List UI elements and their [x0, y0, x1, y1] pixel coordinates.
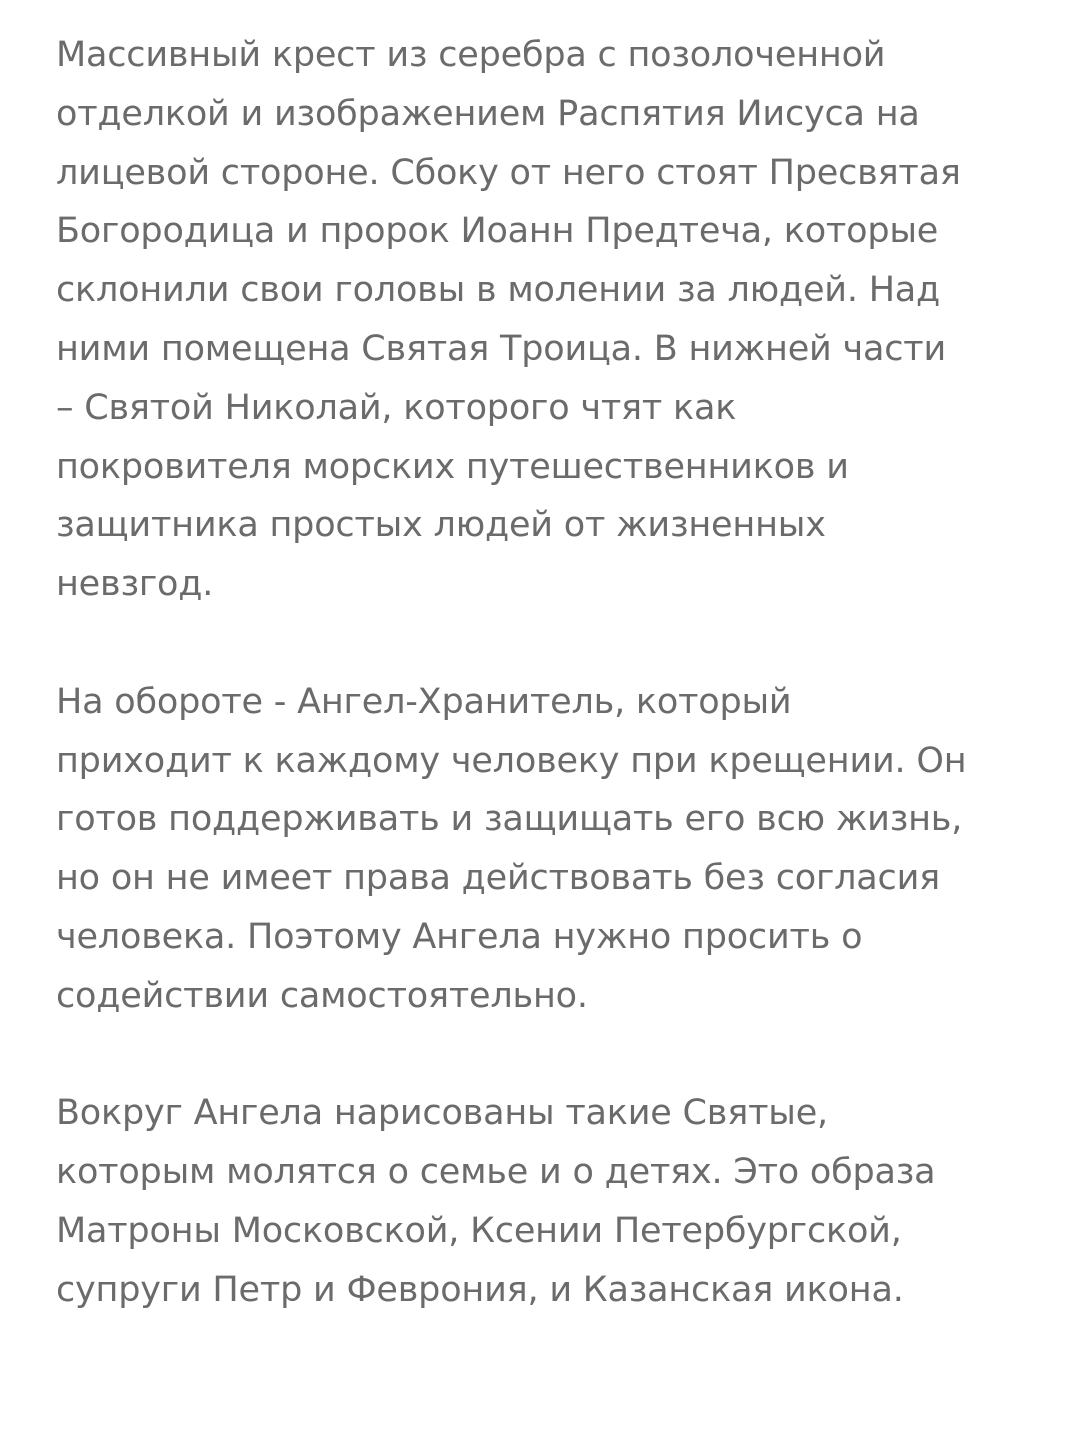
- text-line: – Святой Николай, которого чтят как: [56, 387, 737, 428]
- text-line: Вокруг Ангела нарисованы такие Святые,: [56, 1093, 828, 1134]
- text-line: склонили свои головы в молении за людей. Над: [56, 270, 941, 311]
- text-line: но он не имеет права действовать без согласия: [56, 858, 940, 899]
- text-line: Богородица и пророк Иоанн Предтеча, которые: [56, 211, 939, 252]
- text-line: приходит к каждому человеку при крещении. Он: [56, 740, 967, 781]
- text-line: содействии самостоятельно.: [56, 975, 588, 1016]
- text-line: невзгод.: [56, 564, 214, 605]
- article-text: [56, 26, 1036, 1378]
- text-line: ними помещена Святая Троица. В нижней части: [56, 328, 947, 369]
- text-line: покровителя морских путешественников и: [56, 446, 849, 487]
- text-line: человека. Поэтому Ангела нужно просить о: [56, 916, 863, 957]
- text-line: Матроны Московской, Ксении Петербургской,: [56, 1210, 902, 1251]
- text-line: отделкой и изображением Распятия Иисуса на: [56, 93, 920, 134]
- paragraph-3: [56, 1084, 1036, 1319]
- text-line: На обороте - Ангел-Хранитель, который: [56, 681, 792, 722]
- text-line: готов поддерживать и защищать его всю жизнь,: [56, 799, 963, 840]
- paragraph-2: [56, 673, 1036, 1026]
- text-line: которым молятся о семье и о детях. Это образа: [56, 1152, 936, 1193]
- text-line: защитника простых людей от жизненных: [56, 505, 826, 546]
- text-line: лицевой стороне. Сбоку от него стоят Пресвятая: [56, 152, 961, 193]
- text-line: Массивный крест из серебра с позолоченной: [56, 35, 886, 75]
- text-line: супруги Петр и Феврония, и Казанская икона.: [56, 1269, 904, 1310]
- paragraph-1: [56, 26, 1036, 614]
